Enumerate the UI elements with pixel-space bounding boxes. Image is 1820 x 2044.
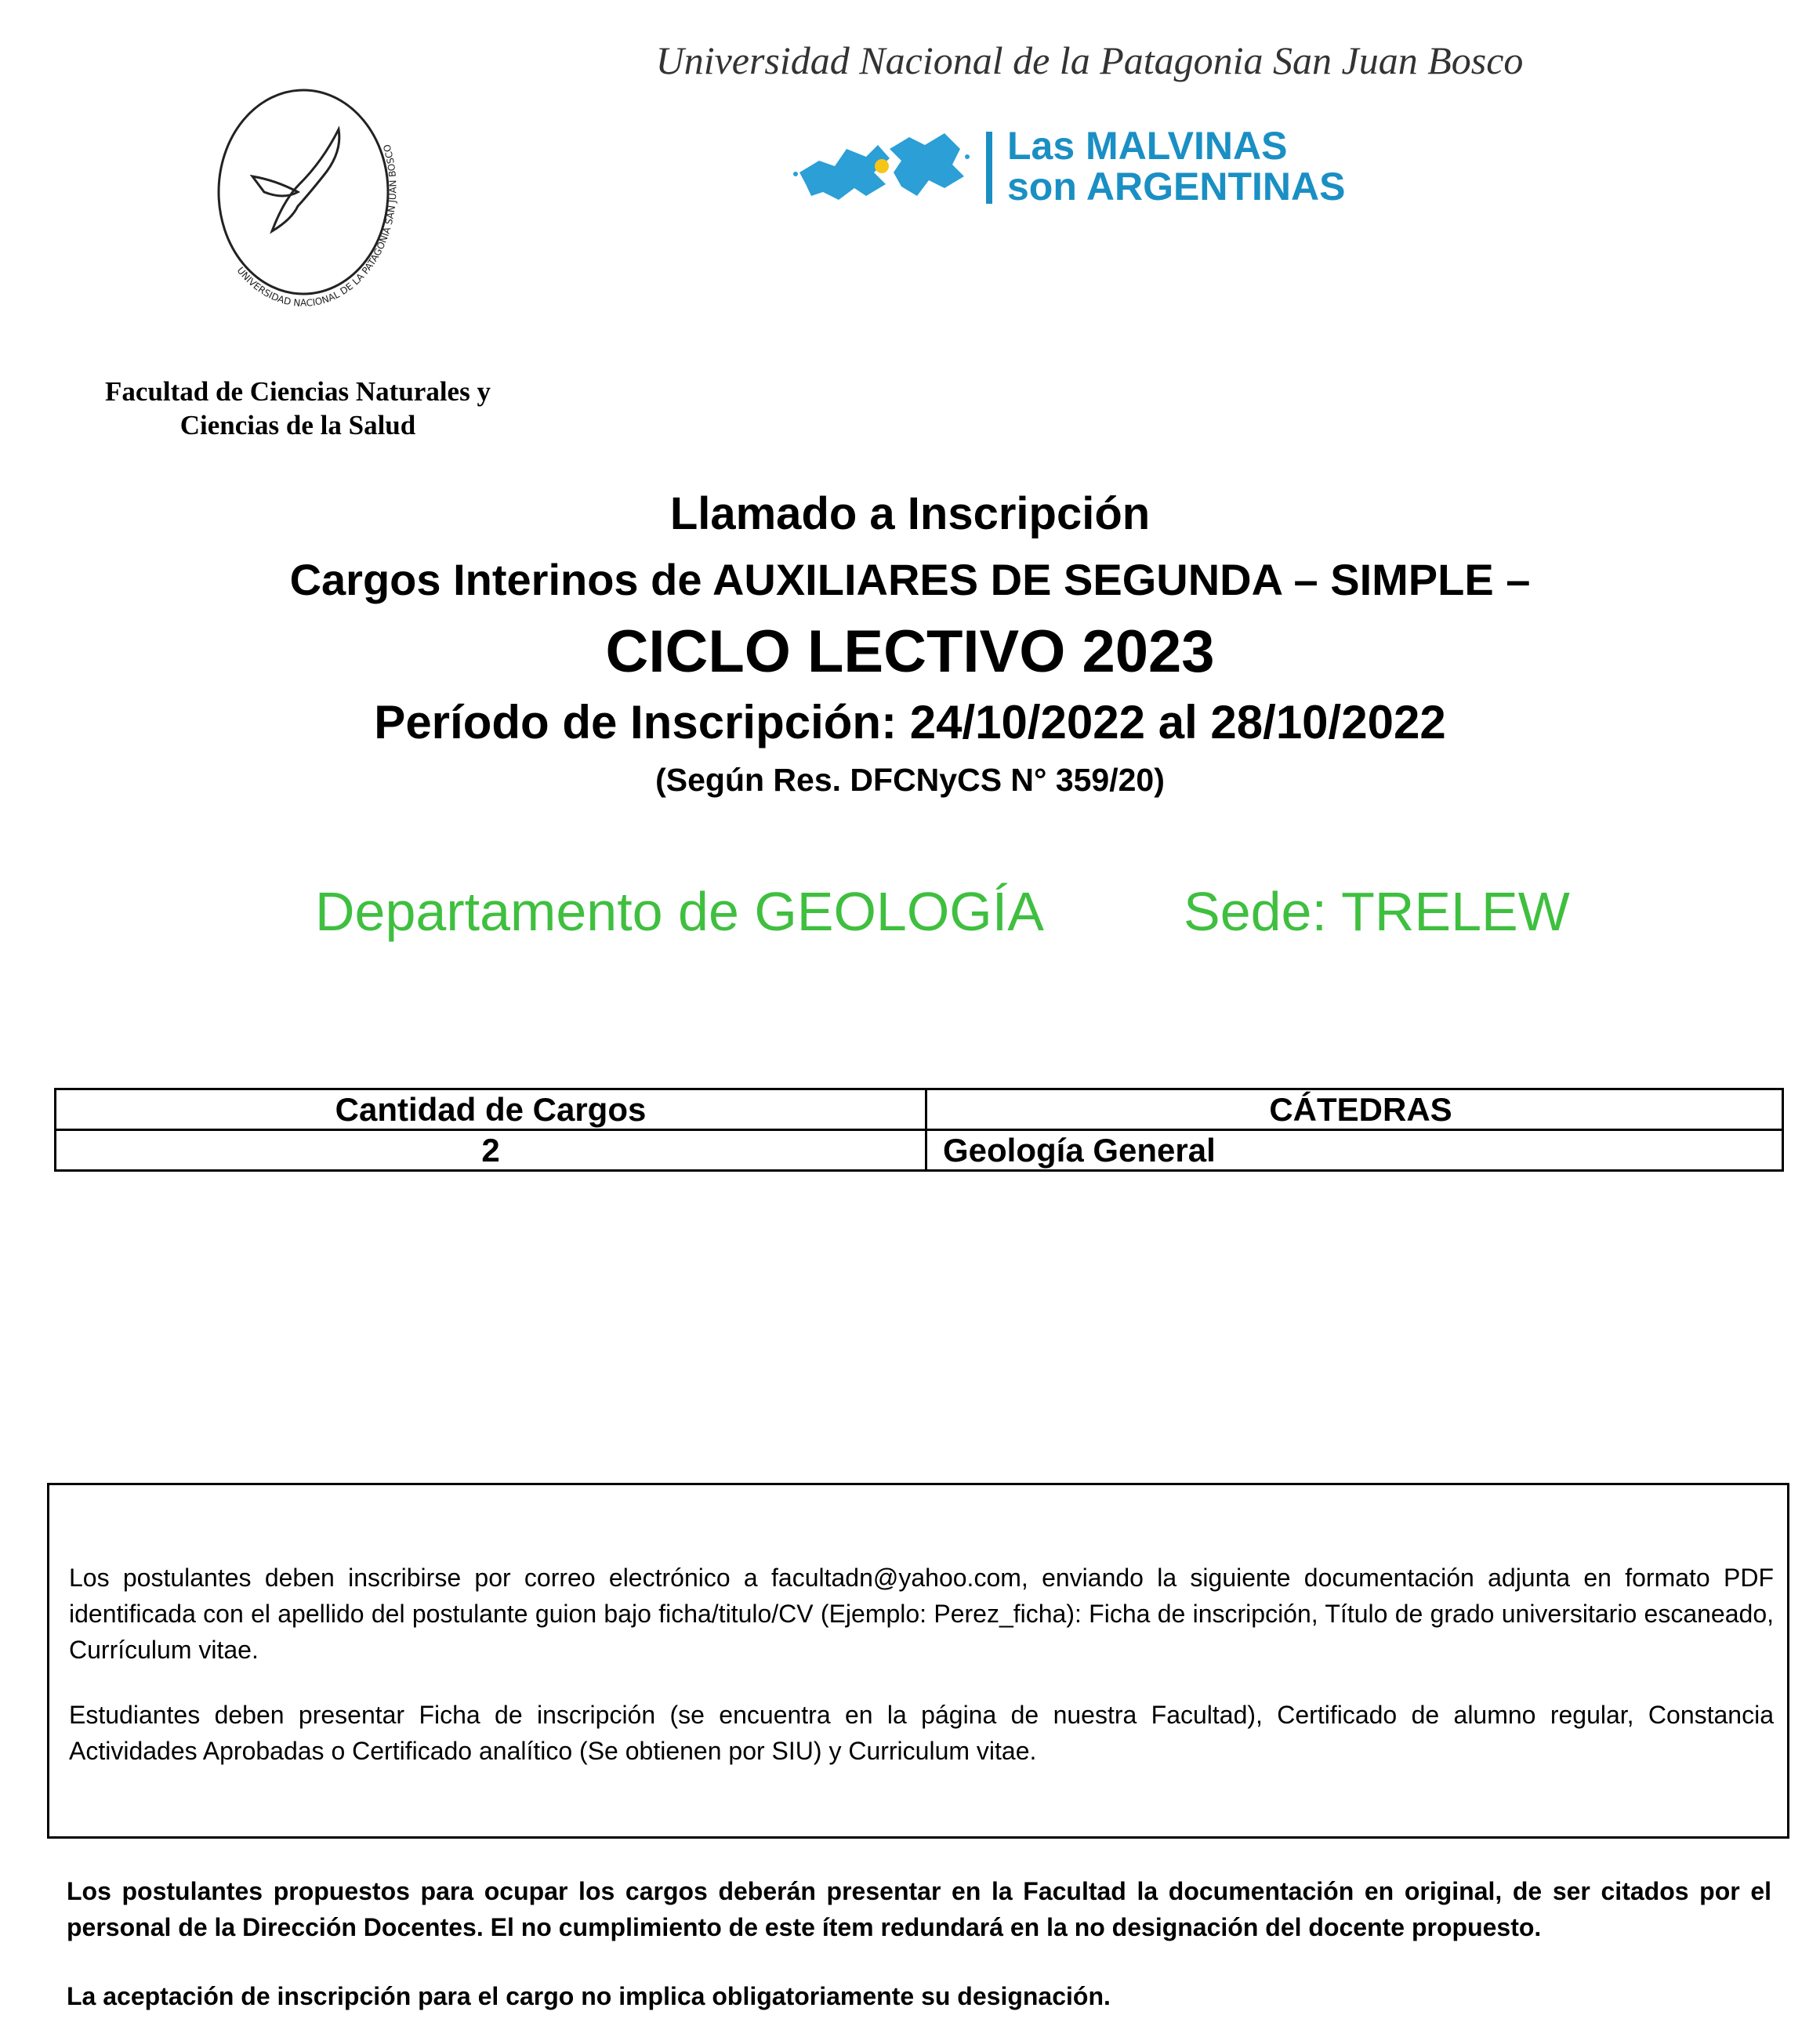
registration-period: Período de Inscripción: 24/10/2022 al 28/10/2022	[374, 696, 1446, 748]
instructions-box	[47, 1483, 1789, 1839]
malvinas-line2: son ARGENTINAS	[1007, 165, 1346, 208]
academic-cycle: CICLO LECTIVO 2023	[605, 618, 1215, 685]
table-row	[56, 1130, 1783, 1171]
svg-text:UNIVERSIDAD NACIONAL DE LA PAT	[235, 143, 399, 309]
seal-text: UNIVERSIDAD NACIONAL DE LA PATAGONIA SAN JUAN BOSCO	[234, 143, 399, 309]
malvinas-slogan	[1007, 125, 1415, 207]
table-header-catedras: CÁTEDRAS	[926, 1089, 1783, 1130]
call-subtitle: Cargos Interinos de AUXILIARES DE SEGUNDA – SIMPLE –	[289, 555, 1531, 604]
call-title: Llamado a Inscripción	[669, 488, 1151, 539]
malvinas-line1: Las MALVINAS	[1007, 124, 1288, 168]
positions-table	[54, 1088, 1784, 1172]
resolution-reference: (Según Res. DFCNyCS N° 359/20)	[655, 762, 1165, 798]
department-name: Departamento de GEOLOGÍA	[315, 881, 1044, 942]
faculty-name	[78, 375, 517, 442]
university-seal-logo	[205, 82, 409, 310]
malvinas-islands-map-icon	[792, 118, 970, 219]
table-cell-cantidad: 2	[56, 1130, 926, 1171]
note-no-obligation: La aceptación de inscripción para el cargo no implica obligatoriamente su designación.	[67, 1982, 1111, 2010]
faculty-line1: Facultad de Ciencias Naturales y	[105, 376, 491, 407]
table-header-row	[56, 1089, 1783, 1130]
sede-name: Sede: TRELEW	[1184, 881, 1570, 942]
instructions-paragraph-students: Estudiantes deben presentar Ficha de inscripción (se encuentra en la página de nuestra Facultad), Certificado de alumno regular, Constancia Actividades Aprobadas o Certificado analítico (Se obtienen por SIU) y Curriculum vitae.	[69, 1701, 1774, 1765]
instructions-paragraph-graduates: Los postulantes deben inscribirse por correo electrónico a facultadn@yahoo.com, enviando la siguiente documentación adjunta en formato PDF identificada con el apellido del postulante guion bajo ficha/titulo/CV (Ejemplo: Perez_ficha): Ficha de inscripción, Título de grado universitario escaneado, Currículum vitae.	[69, 1564, 1774, 1664]
university-title: Universidad Nacional de la Patagonia San Juan Bosco	[655, 38, 1524, 82]
faculty-line2: Ciencias de la Salud	[179, 410, 416, 440]
malvinas-divider	[986, 132, 992, 204]
table-header-cantidad: Cantidad de Cargos	[56, 1089, 926, 1130]
note-original-documents: Los postulantes propuestos para ocupar los cargos deberán presentar en la Facultad la documentación en original, de ser citados por el personal de la Dirección Docentes. El no cumplimiento de este ítem redundará en la no designación del docente propuesto.	[67, 1877, 1771, 1941]
table-cell-catedra: Geología General	[926, 1130, 1783, 1171]
